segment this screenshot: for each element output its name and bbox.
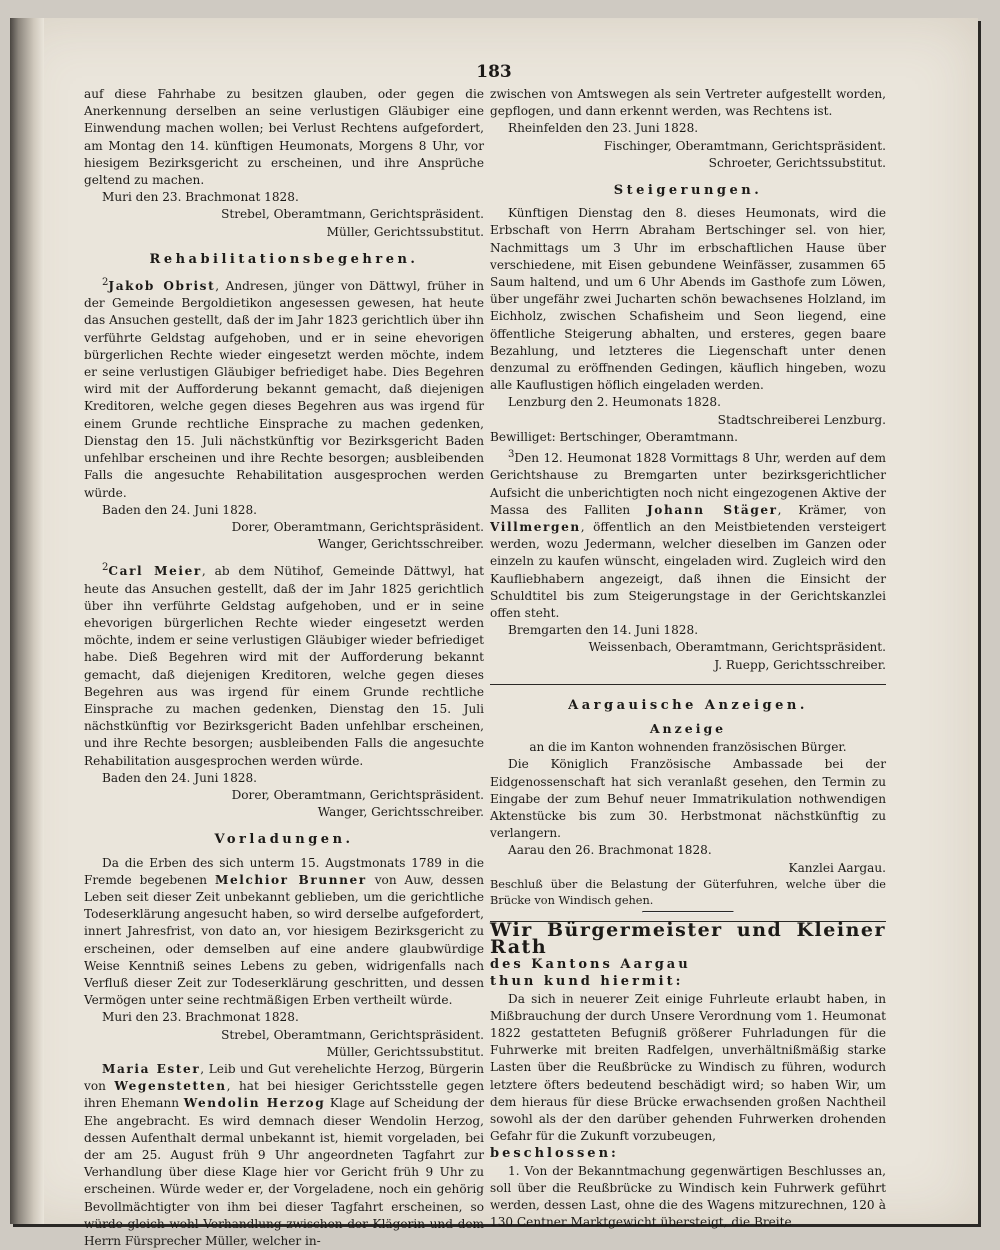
notice-place-date: Aarau den 26. Brachmonat 1828. [508,843,712,858]
notice-place-date: Lenzburg den 2. Heumonats 1828. [508,395,721,410]
notice-signature: Dorer, Oberamtmann, Gerichtspräsident. [231,787,484,802]
notice-body: Da die Erben des sich unterm 15. Augstmonats 1789 in die Fremde begebenen [84,855,484,887]
notice-body: , Krämer, von [777,502,886,517]
page-number: 183 [476,62,512,82]
person-name: Maria Ester [102,1062,201,1077]
notice-text [84,855,484,1010]
notice-text [490,446,886,622]
notice-number: 2 [102,562,109,574]
notice-signature: Stadtschreiberei Lenzburg. [717,412,886,427]
person-name: Carl Meier [108,564,202,579]
person-name: Wendolin Herzog [183,1096,326,1111]
decree-subheading: des Kantons Aargau [490,957,691,973]
announcement-subtitle: an die im Kanton wohnenden französischen Bürger. [529,740,847,755]
binding-gutter [10,18,44,1224]
section-heading-rehabilitation: Rehabilitationsbegehren. [149,251,419,267]
decree-article: 1. Von der Bekanntmachung gegenwärtigen Beschlusses an, soll über die Reußbrücke zu Windisch kein Fuhrwerk geführt werden, dessen Last, ohne die des Wagens mitzurechnen, 120 à 130 Centner Marktgewicht übersteigt, die Breite [490,1163,886,1230]
notice-text [84,274,484,502]
notice-body: Den 12. Heumonat 1828 Vormittags 8 Uhr, werden auf dem Gerichtshause zu Bremgarten unter bezirksgerichtlicher Aufsicht die unberichtigten noch nicht eingezogenen Aktive der Massa des Falliten [490,451,886,517]
notice-number: 2 [102,277,109,289]
notice-body: , ab dem Nütihof, Gemeinde Dättwyl, hat heute das Ansuchen gestellt, daß der im Jahr 1825 gerichtlich über ihn verführte Geldstag aufgehoben, und er in seine ehevorigen bürgerlichen Rechte wieder eingesetzt werden möchte, indem er seine verlustigen Gläubiger wieder befriediget habe. Dieß Begehren wird mit der Aufforderung bekannt gemacht, daß diejenigen Kreditoren, welche gegen dieses Begehren aus was irgend für einem Grunde rechtliche Einsprache zu machen gedenken, Dienstag den 15. Juli nächstkünftig vor Bezirksgericht Baden unfehlbar erscheinen, und ihre Rechte besorgen; ausbleibenden Falls die angesuchte Rehabilitation ausgesprochen werden würde. [84,564,484,768]
place-name: Wegenstetten [114,1079,227,1094]
notice-body: , Andresen, jünger von Dättwyl, früher in der Gemeinde Bergoldietikon angesessen gewesen, hat heute das Ansuchen gestellt, daß der im Jahr 1823 gerichtlich über ihn verführte Geldstag aufgehoben, und er in seine ehevorigen bürgerlichen Rechte wieder eingesetzt werden möchte, indem er seine verlustigen Gläubiger befriediget habe. Dies Begehren wird mit der Aufforderung bekannt gemacht, daß diejenigen Kreditoren, welche gegen dieses Begehren aus was irgend für einem Grunde rechtliche Einsprache zu machen gedenken, Dienstag den 15. Juli nächstkünftig vor Bezirksgericht Baden unfehlbar erscheinen und ihre Rechte besorgen; ausbleibenden Falls die angesuchte Rehabilitation ausgesprochen werden würde. [84,279,484,500]
decree-title: Beschluß über die Belastung der Güterfuhren, welche über die Brücke von Windisch gehen. [490,877,886,907]
notice-signature: Müller, Gerichtssubstitut. [326,1044,484,1059]
notice-text: Künftigen Dienstag den 8. dieses Heumonats, wird die Erbschaft von Herrn Abraham Bertschinger sel. von hier, Nachmittags um 3 Uhr im erbschaftlichen Hause über verschiedene, mit Eisen gebundene Weinfässer, zusammen 65 Saum haltend, und um 6 Uhr Abends im Gasthofe zum Löwen, über ungefähr zwei Jucharten schön bewachsenes Holzland, im Eichholz, zwischen Schafisheim und Seon liegend, eine öffentliche Steigerung abhalten, und ersteres, gegen baare Bezahlung, und letzteres die Liegenschaft unter denen denzumal zu eröffnenden Gedingen, käuflich hingeben, wozu alle Kauflustigen höflich eingeladen werden. [490,206,886,393]
notice-place-date: Baden den 24. Juni 1828. [102,770,257,785]
left-column [84,86,484,1250]
notice-body: von Auw, dessen Leben seit dieser Zeit unbekannt geblieben, um die gerichtliche Todeserklärung angesucht haben, so wird derselbe aufgefordert, innert Jahresfrist, von dato an, vor hiesigem Bezirksgericht zu erscheinen, oder demselben auf eine andere glaubwürdige Weise Kenntniß seines Lebens zu geben, widrigenfalls nach Verfluß dieser Zeit zur Todeserklärung geschritten, und dessen Vermögen unter seine rechtmäßigen Erben vertheilt würde. [84,872,484,1008]
section-heading-summons: Vorladungen. [214,832,354,848]
notice-text [84,559,484,769]
notice-place-date: Rheinfelden den 23. Juni 1828. [508,121,699,136]
notice-body: , hat bei hiesiger Gerichtsstelle gegen ihren Ehemann [84,1079,484,1111]
notice-signature: Weissenbach, Oberamtmann, Gerichtspräsident. [588,640,886,655]
notice-signature: Kanzlei Aargau. [788,860,886,875]
notice-signature: Strebel, Oberamtmann, Gerichtspräsident. [221,207,484,222]
announcement-heading: Anzeige [649,720,727,736]
section-heading-auctions: Steigerungen. [613,183,763,199]
notice-signature: J. Ruepp, Gerichtsschreiber. [714,657,886,672]
decree-text: Da sich in neuerer Zeit einige Fuhrleute erlaubt haben, in Mißbrauchung der durch Unsere Verordnung vom 1. Heumonat 1822 gestatteten Befugniß größerer Fuhrladungen für die Fuhrwerke mit breiten Radfelgen, unverhältnißmäßig starke Lasten über die Reußbrücke zu Windisch zu führen, wodurch letztere öfters bedeutend beschädigt wird; so haben Wir, um dem hieraus für diese Brücke erwachsenden großen Nachtheil sowohl als der den darüber gehenden Fuhrwerken drohenden Gefahr für die Zukunft vorzubeugen, [490,991,886,1144]
notice-approval: Bewilliget: Bertschinger, Oberamtmann. [490,429,738,444]
decree-resolved: beschlossen: [490,1146,619,1162]
notice-signature: Müller, Gerichtssubstitut. [326,224,484,239]
notice-place-date: Bremgarten den 14. Juni 1828. [508,623,699,638]
notice-signature: Schroeter, Gerichtssubstitut. [708,155,886,170]
notice-text [84,1061,484,1250]
notice-text: zwischen von Amtswegen als sein Vertreter aufgestellt worden, gepflogen, und dann erkennt werden, was Rechtens ist. [490,87,886,119]
decree-heading: Wir Bürgermeister und Kleiner Rath [490,918,886,958]
notice-signature: Dorer, Oberamtmann, Gerichtspräsident. [231,519,484,534]
section-divider [490,684,886,685]
title-underline [642,911,734,913]
notice-place-date: Muri den 23. Brachmonat 1828. [102,1010,299,1025]
person-name: Johann Stäger [646,502,778,517]
notice-place-date: Muri den 23. Brachmonat 1828. [102,190,299,205]
notice-signature: Wanger, Gerichtsschreiber. [317,805,484,820]
right-column [490,86,886,1231]
notice-text: Die Königlich Französische Ambassade bei der Eidgenossenschaft hat sich veranlaßt gesehen, den Termin zu Eingabe der zum Behuf neuer Immatrikulation nothwendigen Aktenstücke bis zum 30. Herbstmonat nächstkünftig zu verlangern. [490,757,886,841]
notice-signature: Strebel, Oberamtmann, Gerichtspräsident. [221,1027,484,1042]
notice-signature: Wanger, Gerichtsschreiber. [317,537,484,552]
notice-text: auf diese Fahrhabe zu besitzen glauben, oder gegen die Anerkennung derselben an seine verlustigen Gläubiger eine Einwendung machen wollen; bei Verlust Rechtens aufgefordert, am Montag den 14. künftigen Heumonats, Morgens 8 Uhr, vor hiesigem Bezirksgericht zu erscheinen, und ihre Ansprüche geltend zu machen. [84,87,484,188]
notice-body: , Leib und Gut verehelichte Herzog, Bürgerin von [84,1062,484,1094]
newspaper-page [10,18,978,1249]
section-heading-announcements: Aargauische Anzeigen. [568,697,808,713]
notice-number: 3 [508,449,515,461]
decree-proclamation: thun kund hiermit: [490,974,684,990]
notice-signature: Fischinger, Oberamtmann, Gerichtspräsident. [603,138,886,153]
notice-body: Klage auf Scheidung der Ehe angebracht. Es wird demnach dieser Wendolin Herzog, dessen Aufenthalt dermal unbekannt ist, hiemit vorgeladen, bei der am 25. August früh 9 Uhr angeordneten Tagfahrt zur Verhandlung über diese Klage hier vor Gericht früh 9 Uhr zu erscheinen. Würde weder er, der Vorgeladene, noch ein gehörig Bevollmächtigter von ihm bei dieser Tagfahrt erscheinen, so würde gleich wohl Verhandlung zwischen der Klägerin und dem Herrn Fürsprecher Müller, welcher in- [84,1096,484,1249]
person-name: Jakob Obrist [108,279,216,294]
notice-body: , öffentlich an den Meistbietenden versteigert werden, wozu Jedermann, welcher dieselben im Ganzen oder einzeln zu kaufen wünscht, eingeladen wird. Zugleich wird den Kaufliebhabern angezeigt, daß ihnen die Einsicht der Schuldtitel bis zum Steigerungstage in der Gerichtskanzlei offen steht. [490,519,886,620]
notice-place-date: Baden den 24. Juni 1828. [102,502,257,517]
place-name: Villmergen [490,519,581,534]
person-name: Melchior Brunner [214,872,367,887]
